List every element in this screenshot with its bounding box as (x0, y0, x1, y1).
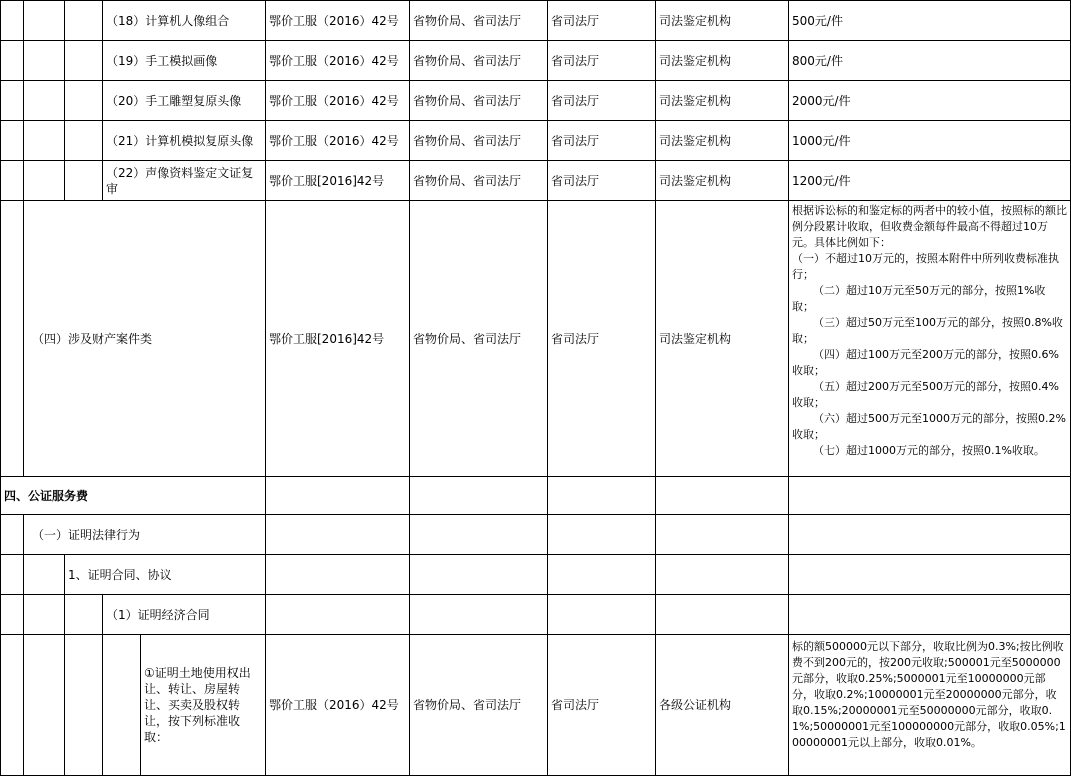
row19-fee[interactable]: 800元/件 (789, 41, 1071, 81)
grid-cell[interactable] (0, 555, 24, 595)
row22-pricing[interactable]: 省物价局、省司法厅 (410, 161, 548, 201)
land-provider[interactable]: 各级公证机构 (656, 635, 789, 776)
land-item[interactable]: ①证明土地使用权出让、转让、房屋转让、买卖及股权转让，按下列标准收取： (141, 635, 266, 776)
row20-provider[interactable]: 司法鉴定机构 (656, 81, 789, 121)
property-pricing[interactable]: 省物价局、省司法厅 (410, 201, 548, 477)
row20-basis[interactable]: 鄂价工服（2016）42号 (266, 81, 410, 121)
grid-cell[interactable] (0, 635, 24, 776)
land-fee[interactable]: 标的额500000元以下部分，收取比例为0.3%;按比例收费不到200元的，按200元收取;500001元至5000000元部分，收取0.25%;5000001元至10000000元部分，收取0.2%;10000001元至20000000元部分，收取0.15%;20000001元至50000000元部分，收取0.1%;50000001元至100000000元部分，收取0.05%;100000001元以上部分，收取0.01%。 (789, 635, 1071, 776)
grid-cell[interactable] (266, 477, 410, 515)
grid-cell[interactable] (410, 595, 548, 635)
sub2-title[interactable]: 1、证明合同、协议 (65, 555, 266, 595)
row19-provider[interactable]: 司法鉴定机构 (656, 41, 789, 81)
grid-cell[interactable] (656, 555, 789, 595)
row18-basis[interactable]: 鄂价工服（2016）42号 (266, 0, 410, 41)
row21-item[interactable]: （21）计算机模拟复原头像 (103, 121, 266, 161)
property-dept[interactable]: 省司法厅 (548, 201, 656, 477)
grid-cell[interactable] (0, 121, 24, 161)
property-item[interactable]: （四）涉及财产案件类 (24, 201, 266, 477)
row22-item[interactable]: （22）声像资料鉴定文证复审 (103, 161, 266, 201)
grid-cell[interactable] (266, 515, 410, 555)
row22-dept[interactable]: 省司法厅 (548, 161, 656, 201)
grid-cell[interactable] (0, 41, 24, 81)
grid-cell[interactable] (65, 81, 103, 121)
row21-dept[interactable]: 省司法厅 (548, 121, 656, 161)
row22-fee[interactable]: 1200元/件 (789, 161, 1071, 201)
grid-cell[interactable] (789, 477, 1071, 515)
grid-cell[interactable] (65, 595, 103, 635)
row22-provider[interactable]: 司法鉴定机构 (656, 161, 789, 201)
row20-item[interactable]: （20）手工雕塑复原头像 (103, 81, 266, 121)
grid-cell[interactable] (24, 161, 65, 201)
row19-item[interactable]: （19）手工模拟画像 (103, 41, 266, 81)
land-basis[interactable]: 鄂价工服（2016）42号 (266, 635, 410, 776)
grid-cell[interactable] (789, 595, 1071, 635)
grid-cell[interactable] (24, 595, 65, 635)
grid-cell[interactable] (656, 515, 789, 555)
grid-cell[interactable] (24, 81, 65, 121)
grid-cell[interactable] (789, 555, 1071, 595)
sub3-title[interactable]: （1）证明经济合同 (103, 595, 266, 635)
grid-cell[interactable] (789, 515, 1071, 555)
sub1-title[interactable]: （一）证明法律行为 (24, 515, 266, 555)
grid-cell[interactable] (548, 477, 656, 515)
property-fee[interactable]: 根据诉讼标的和鉴定标的两者中的较小值，按照标的额比例分段累计收取，但收费金额每件最高不得超过10万元。具体比例如下： （一）不超过10万元的，按照本附件中所列收费标准执行； （二）超过10万元至50万元的部分，按照1%收取； （三）超过50万元至100万元的部分，按照0.8%收取； （四）超过100万元至200万元的部分，按照0.6%收取； （五）超过200万元至500万元的部分，按照0.4%收取； （六）超过500万元至1000万元的部分，按照0.2%收取； （七）超过1000万元的部分，按照0.1%收取。 (789, 201, 1071, 477)
row20-dept[interactable]: 省司法厅 (548, 81, 656, 121)
row19-pricing[interactable]: 省物价局、省司法厅 (410, 41, 548, 81)
row20-fee[interactable]: 2000元/件 (789, 81, 1071, 121)
row19-basis[interactable]: 鄂价工服（2016）42号 (266, 41, 410, 81)
grid-cell[interactable] (65, 0, 103, 41)
grid-cell[interactable] (24, 121, 65, 161)
row18-provider[interactable]: 司法鉴定机构 (656, 0, 789, 41)
grid-cell[interactable] (266, 595, 410, 635)
grid-cell[interactable] (410, 555, 548, 595)
land-pricing[interactable]: 省物价局、省司法厅 (410, 635, 548, 776)
grid-cell[interactable] (410, 515, 548, 555)
grid-cell[interactable] (656, 477, 789, 515)
grid-cell[interactable] (65, 121, 103, 161)
grid-cell[interactable] (548, 555, 656, 595)
grid-cell[interactable] (0, 161, 24, 201)
grid-cell[interactable] (548, 515, 656, 555)
grid-cell[interactable] (24, 0, 65, 41)
grid-cell[interactable] (65, 41, 103, 81)
grid-cell[interactable] (548, 595, 656, 635)
grid-cell[interactable] (266, 555, 410, 595)
section4-title[interactable]: 四、公证服务费 (0, 477, 266, 515)
row21-pricing[interactable]: 省物价局、省司法厅 (410, 121, 548, 161)
grid-cell[interactable] (410, 477, 548, 515)
row20-pricing[interactable]: 省物价局、省司法厅 (410, 81, 548, 121)
row18-item[interactable]: （18）计算机人像组合 (103, 0, 266, 41)
grid-cell[interactable] (0, 595, 24, 635)
property-provider[interactable]: 司法鉴定机构 (656, 201, 789, 477)
grid-cell[interactable] (0, 81, 24, 121)
row18-fee[interactable]: 500元/件 (789, 0, 1071, 41)
row18-dept[interactable]: 省司法厅 (548, 0, 656, 41)
grid-cell[interactable] (0, 201, 24, 477)
land-dept[interactable]: 省司法厅 (548, 635, 656, 776)
row18-pricing[interactable]: 省物价局、省司法厅 (410, 0, 548, 41)
grid-cell[interactable] (65, 635, 103, 776)
grid-cell[interactable] (103, 635, 141, 776)
grid-cell[interactable] (24, 555, 65, 595)
grid-cell[interactable] (656, 595, 789, 635)
grid-cell[interactable] (0, 515, 24, 555)
property-basis[interactable]: 鄂价工服[2016]42号 (266, 201, 410, 477)
row21-basis[interactable]: 鄂价工服（2016）42号 (266, 121, 410, 161)
row21-provider[interactable]: 司法鉴定机构 (656, 121, 789, 161)
row21-fee[interactable]: 1000元/件 (789, 121, 1071, 161)
grid-cell[interactable] (24, 41, 65, 81)
grid-cell[interactable] (0, 0, 24, 41)
row22-basis[interactable]: 鄂价工服[2016]42号 (266, 161, 410, 201)
row19-dept[interactable]: 省司法厅 (548, 41, 656, 81)
grid-cell[interactable] (24, 635, 65, 776)
grid-cell[interactable] (65, 161, 103, 201)
